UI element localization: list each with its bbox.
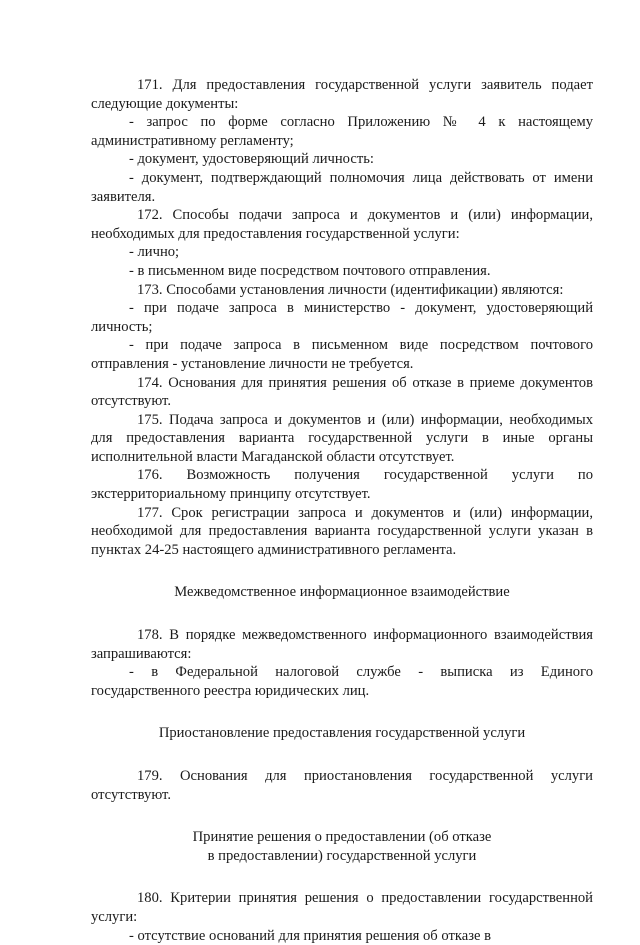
- list-item-authority-document: - документ, подтверждающий полномочия лица действовать от имени заявителя.: [91, 169, 593, 205]
- paragraph-176: 176. Возможность получения государственной услуги по экстерриториальному принципу отсутствует.: [91, 467, 593, 503]
- paragraph-174: 174. Основания для принятия решения об отказе в приеме документов отсутствуют.: [91, 374, 593, 410]
- list-item-no-grounds: - отсутствие оснований для принятия решения об отказе в: [129, 927, 491, 944]
- list-item-mail-identity: - при подаче запроса в письменном виде посредством почтового отправления - установление личности не требуется.: [91, 337, 593, 372]
- list-item-request-form: - запрос по форме согласно Приложению № 4 к настоящему административному регламенту;: [91, 114, 593, 149]
- paragraph-179: 179. Основания для приостановления государственной услуги отсутствуют.: [91, 768, 593, 803]
- section-heading-suspension: Приостановление предоставления государственной услуги: [158, 725, 526, 742]
- paragraph-173: 173. Способами установления личности (идентификации) являются:: [137, 281, 564, 298]
- list-item-by-mail: - в письменном виде посредством почтового отправления.: [129, 262, 491, 279]
- document-page: [91, 76, 593, 945]
- section-heading-interagency: Межведомственное информационное взаимодействие: [174, 584, 510, 601]
- section-heading-decision: [91, 828, 593, 865]
- section-heading-decision-line-2: в предоставлении) государственной услуги: [207, 847, 477, 864]
- paragraph-178: 178. В порядке межведомственного информационного взаимодействия запрашиваются:: [91, 627, 593, 662]
- list-item-ministry-identity: - при подаче запроса в министерство - документ, удостоверяющий личность;: [91, 300, 593, 335]
- list-item-in-person: - лично;: [129, 244, 180, 261]
- list-item-tax-service: - в Федеральной налоговой службе - выписка из Единого государственного реестра юридических лиц.: [91, 664, 593, 699]
- section-heading-decision-line-1: Принятие решения о предоставлении (об отказе: [192, 829, 492, 846]
- paragraph-172: 172. Способы подачи запроса и документов и (или) информации, необходимых для предоставления государственной услуги:: [91, 207, 593, 242]
- paragraph-171: 171. Для предоставления государственной услуги заявитель подает следующие документы:: [91, 77, 593, 112]
- paragraph-177: 177. Срок регистрации запроса и документов и (или) информации, необходимой для предоставления варианта государственной услуги указан в пунктах 24-25 настоящего административного регламента.: [91, 504, 593, 558]
- list-item-identity-document: - документ, удостоверяющий личность:: [129, 151, 374, 168]
- paragraph-180: 180. Критерии принятия решения о предоставлении государственной услуги:: [91, 890, 593, 925]
- paragraph-175: 175. Подача запроса и документов и (или) информации, необходимых для предоставления варианта государственной услуги в иные органы исполнительной власти Магаданской области отсутствует.: [91, 411, 593, 465]
